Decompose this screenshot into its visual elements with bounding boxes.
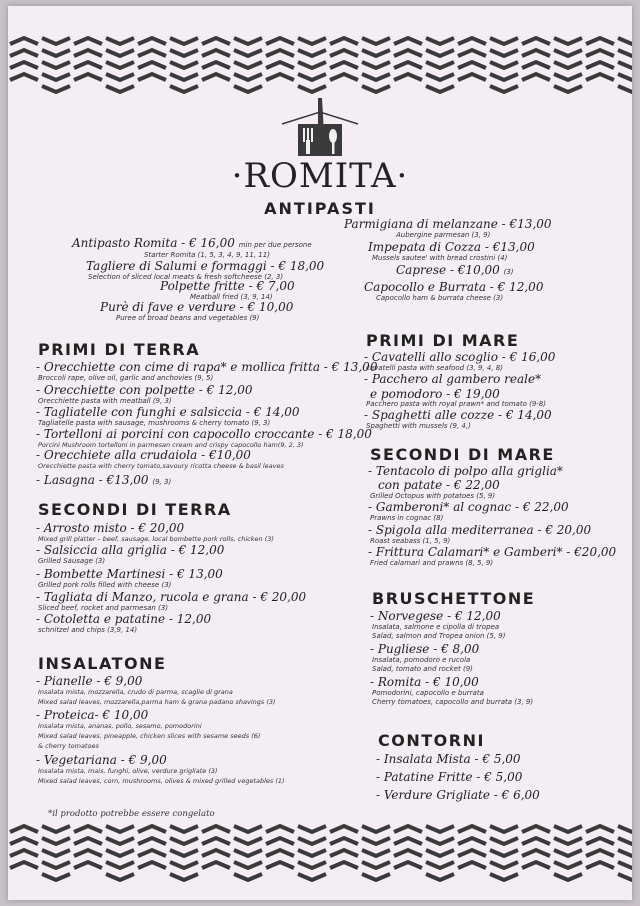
menu-item-desc: Insalata mista, mais, funghi, olive, verdure grigliate (3) <box>38 767 218 775</box>
menu-item-desc: Broccoli rape, olive oil, garlic and anchovies (9, 5) <box>38 374 214 382</box>
menu-item-title: - Proteica- € 10,00 <box>36 708 149 722</box>
antipasto-item-title: Caprese - €10,00 (3) <box>396 263 514 277</box>
antipasto-item-desc: Mussels sautee' with bread crostini (4) <box>372 254 508 262</box>
menu-item-title: - Tentacolo di polpo alla griglia* <box>368 464 563 478</box>
section-heading-bruschettone: BRUSCHETTONE <box>372 589 536 608</box>
section-heading-secondi-mare: SECONDI DI MARE <box>370 445 555 464</box>
menu-item-title: - Bombette Martinesi - € 13,00 <box>36 567 223 581</box>
menu-item-desc: Salad, tomato and rocket (9) <box>372 665 473 673</box>
menu-item-desc: Mixed salad leaves, corn, mushrooms, olives & mixed grilled vegetables (1) <box>38 777 285 785</box>
menu-item-desc: Pacchero pasta with royal prawn* and tomato (9-8) <box>366 400 546 408</box>
menu-item-desc: Spaghetti with mussels (9, 4,) <box>366 422 471 430</box>
antipasto-item-note: (3) <box>503 268 514 276</box>
antipasto-item-desc: Starter Romita (1, 5, 3, 4, 9, 11, 11) <box>144 251 270 259</box>
section-heading-primi-terra: PRIMI DI TERRA <box>38 340 201 359</box>
menu-item-title: - Salsiccia alla griglia - € 12,00 <box>36 543 225 557</box>
antipasto-item-title: Purè di fave e verdure - € 10,00 <box>100 300 294 314</box>
menu-item-desc: Insalata, salmone e cipolla di tropea <box>372 623 500 631</box>
menu-item-title: - Norvegese - € 12,00 <box>370 609 501 623</box>
menu-item-title: - Patatine Fritte - € 5,00 <box>376 770 523 784</box>
menu-item-title: - Orecchiete alla crudaiola - €10,00 <box>36 448 251 462</box>
menu-item-desc: Cherry tomatoes, capocollo and burrata (3, 9) <box>372 698 534 706</box>
menu-item-title: - Spigola alla mediterranea - € 20,00 <box>368 523 592 537</box>
antipasto-item-desc: Selection of sliced local meats & fresh softcheese (2, 3) <box>88 273 284 281</box>
menu-sheet <box>8 6 632 900</box>
menu-item-desc: Mixed salad leaves, pineapple, chicken slices with sesame seeds (6) <box>38 732 261 740</box>
menu-item-title: - Gamberoni* al cognac - € 22,00 <box>368 500 569 514</box>
brand-name: ·ROMITA· <box>231 156 409 196</box>
menu-item-title: - Tagliatelle con funghi e salsiccia - € 14,00 <box>36 405 300 419</box>
menu-item-desc: Pomodorini, capocollo e burrata <box>372 689 484 697</box>
menu-item-desc: Grilled Octopus with potatoes (5, 9) <box>370 492 496 500</box>
menu-item-title: - Cavatelli allo scoglio - € 16,00 <box>364 350 556 364</box>
menu-item-desc: Fried calamari and prawns (8, 5, 9) <box>370 559 494 567</box>
antipasto-item-title: Antipasto Romita - € 16,00 min per due persone <box>72 236 312 250</box>
menu-item-desc: Sliced beef, rocket and parmesan (3) <box>38 604 168 612</box>
menu-item-title: - Verdure Grigliate - € 6,00 <box>376 788 540 802</box>
menu-item-title: - Orecchiette con cime di rapa* e mollica fritta - € 13,00 <box>36 360 378 374</box>
menu-item-title: - Spaghetti alle cozze - € 14,00 <box>364 408 552 422</box>
menu-item-title: - Romita - € 10,00 <box>370 675 479 689</box>
section-heading-secondi-terra: SECONDI DI TERRA <box>38 500 232 519</box>
menu-item-desc: & cherry tomatoes <box>38 742 99 750</box>
menu-item-desc: Grilled Sausage (3) <box>38 557 106 565</box>
menu-item-desc: Orecchiette pasta with cherry tomato,savoury ricotta cheese & basil leaves <box>38 462 284 470</box>
menu-item-desc: cavatelli pasta with seafood (3, 9, 4, 8) <box>366 364 503 372</box>
menu-item-note: (9, 3) <box>152 478 172 486</box>
antipasto-item-title: Polpette fritte - € 7,00 <box>160 279 295 293</box>
antipasto-item-title: Impepata di Cozza - €13,00 <box>368 240 535 254</box>
menu-item-title: - Tagliata di Manzo, rucola e grana - € 20,00 <box>36 590 307 604</box>
menu-item-title: - Vegetariana - € 9,00 <box>36 753 167 767</box>
footnote: *il prodotto potrebbe essere congelato <box>48 809 215 819</box>
menu-item-desc: schnitzel and chips (3,9, 14) <box>38 626 138 634</box>
menu-item-title: - Pacchero al gambero reale* <box>364 372 542 386</box>
menu-item-title: - Tortelloni ai porcini con capocollo croccante - € 18,00 <box>36 427 372 441</box>
menu-item-title: - Frittura Calamari* e Gamberi* - €20,00 <box>368 545 617 559</box>
menu-item-title: - Arrosto misto - € 20,00 <box>36 521 185 535</box>
menu-item-desc: Mixed grill platter – beef, sausage, local bombette pork rolls, chicken (3) <box>38 535 274 543</box>
antipasto-item-note: min per due persone <box>238 241 312 249</box>
antipasto-item-title: Capocollo e Burrata - € 12,00 <box>364 280 544 294</box>
menu-item-desc: Porcini Mushroom tortelloni in parmesan cream and crispy capocollo ham(9, 2, 3) <box>38 441 304 449</box>
chevron-band-top <box>8 36 632 94</box>
antipasto-item-desc: Capocollo ham & burrata cheese (3) <box>376 294 504 302</box>
menu-item-desc: Grilled pork rolls filled with cheese (3) <box>38 581 172 589</box>
menu-item-desc: Orecchiette pasta with meatball (9, 3) <box>38 397 172 405</box>
menu-item-title-cont: e pomodoro - € 19,00 <box>370 387 500 401</box>
antipasto-item-title: Tagliere di Salumi e formaggi - € 18,00 <box>86 259 325 273</box>
menu-item-desc: Tagliatelle pasta with sausage, mushrooms & cherry tomato (9, 3) <box>38 419 271 427</box>
menu-subtitle: ANTIPASTI <box>264 199 376 218</box>
menu-item-title: - Lasagna - €13,00 (9, 3) <box>36 473 172 487</box>
menu-item-title-cont: con patate - € 22,00 <box>378 478 500 492</box>
chevron-band-bottom <box>8 824 632 882</box>
menu-item-desc: Insalata mista, mozzarella, crudo di parma, scaglie di grana <box>38 688 233 696</box>
menu-item-desc: Salad, salmon and Tropea onion (5, 9) <box>372 632 506 640</box>
menu-item-desc: Insalata, pomodoro e rucola <box>372 656 471 664</box>
antipasto-item-title: Parmigiana di melanzane - €13,00 <box>344 217 552 231</box>
menu-item-title: - Pianelle - € 9,00 <box>36 674 143 688</box>
fork-knife-spoon-logo-icon <box>278 94 362 158</box>
menu-item-title: - Cotoletta e patatine - 12,00 <box>36 612 212 626</box>
antipasto-item-desc: Aubergine parmesan (3, 9) <box>396 231 491 239</box>
antipasto-item-desc: Meatball fried (3, 9, 14) <box>190 293 273 301</box>
section-heading-contorni: CONTORNI <box>378 731 485 750</box>
menu-item-title: - Insalata Mista - € 5,00 <box>376 752 521 766</box>
section-heading-primi-mare: PRIMI DI MARE <box>366 331 520 350</box>
menu-item-desc: Roast seabass (1, 5, 9) <box>370 537 451 545</box>
menu-item-title: - Pugliese - € 8,00 <box>370 642 480 656</box>
antipasto-item-desc: Puree of broad beans and vegetables (9) <box>116 314 260 322</box>
menu-item-title: - Orecchiette con polpette - € 12,00 <box>36 383 253 397</box>
menu-item-desc: Prawns in cognac (8) <box>370 514 444 522</box>
section-heading-insalatone: INSALATONE <box>38 654 167 673</box>
menu-item-desc: Insalata mista, ananas, pollo, sesamo, pomodorini <box>38 722 202 730</box>
menu-item-desc: Mixed salad leaves, mozzarella,parma ham & grana padano shavings (3) <box>38 698 276 706</box>
